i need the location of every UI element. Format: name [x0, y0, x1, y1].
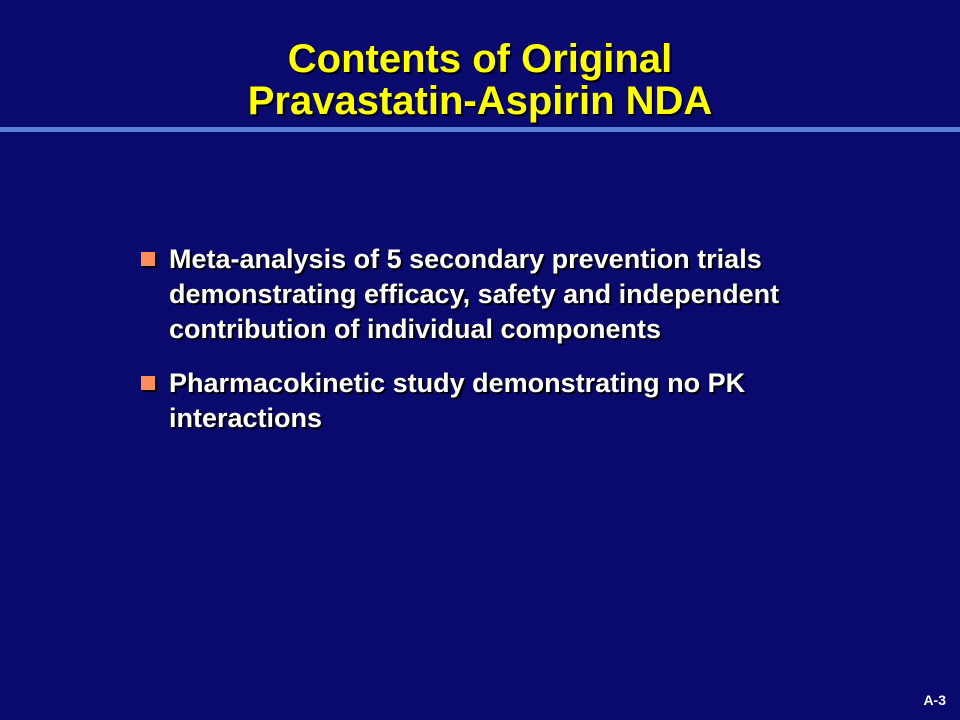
slide-title [0, 38, 960, 122]
bullet-item-meta-analysis [140, 242, 860, 347]
bullet-item-pharmacokinetic [140, 366, 860, 436]
slide-title-line-2: Pravastatin-Aspirin NDA [247, 79, 713, 123]
slide-title-line-1: Contents of Original [287, 37, 673, 81]
title-divider [0, 127, 960, 132]
square-bullet-icon [141, 252, 155, 266]
bullet-text: Meta-analysis of 5 secondary prevention trials demonstrating efficacy, safety and independent contribution of individual components [169, 244, 780, 344]
bullet-text: Pharmacokinetic study demonstrating no PK interactions [169, 368, 746, 433]
slide-number: A-3 [923, 692, 946, 708]
bullet-list [140, 242, 860, 436]
square-bullet-icon [141, 376, 155, 390]
